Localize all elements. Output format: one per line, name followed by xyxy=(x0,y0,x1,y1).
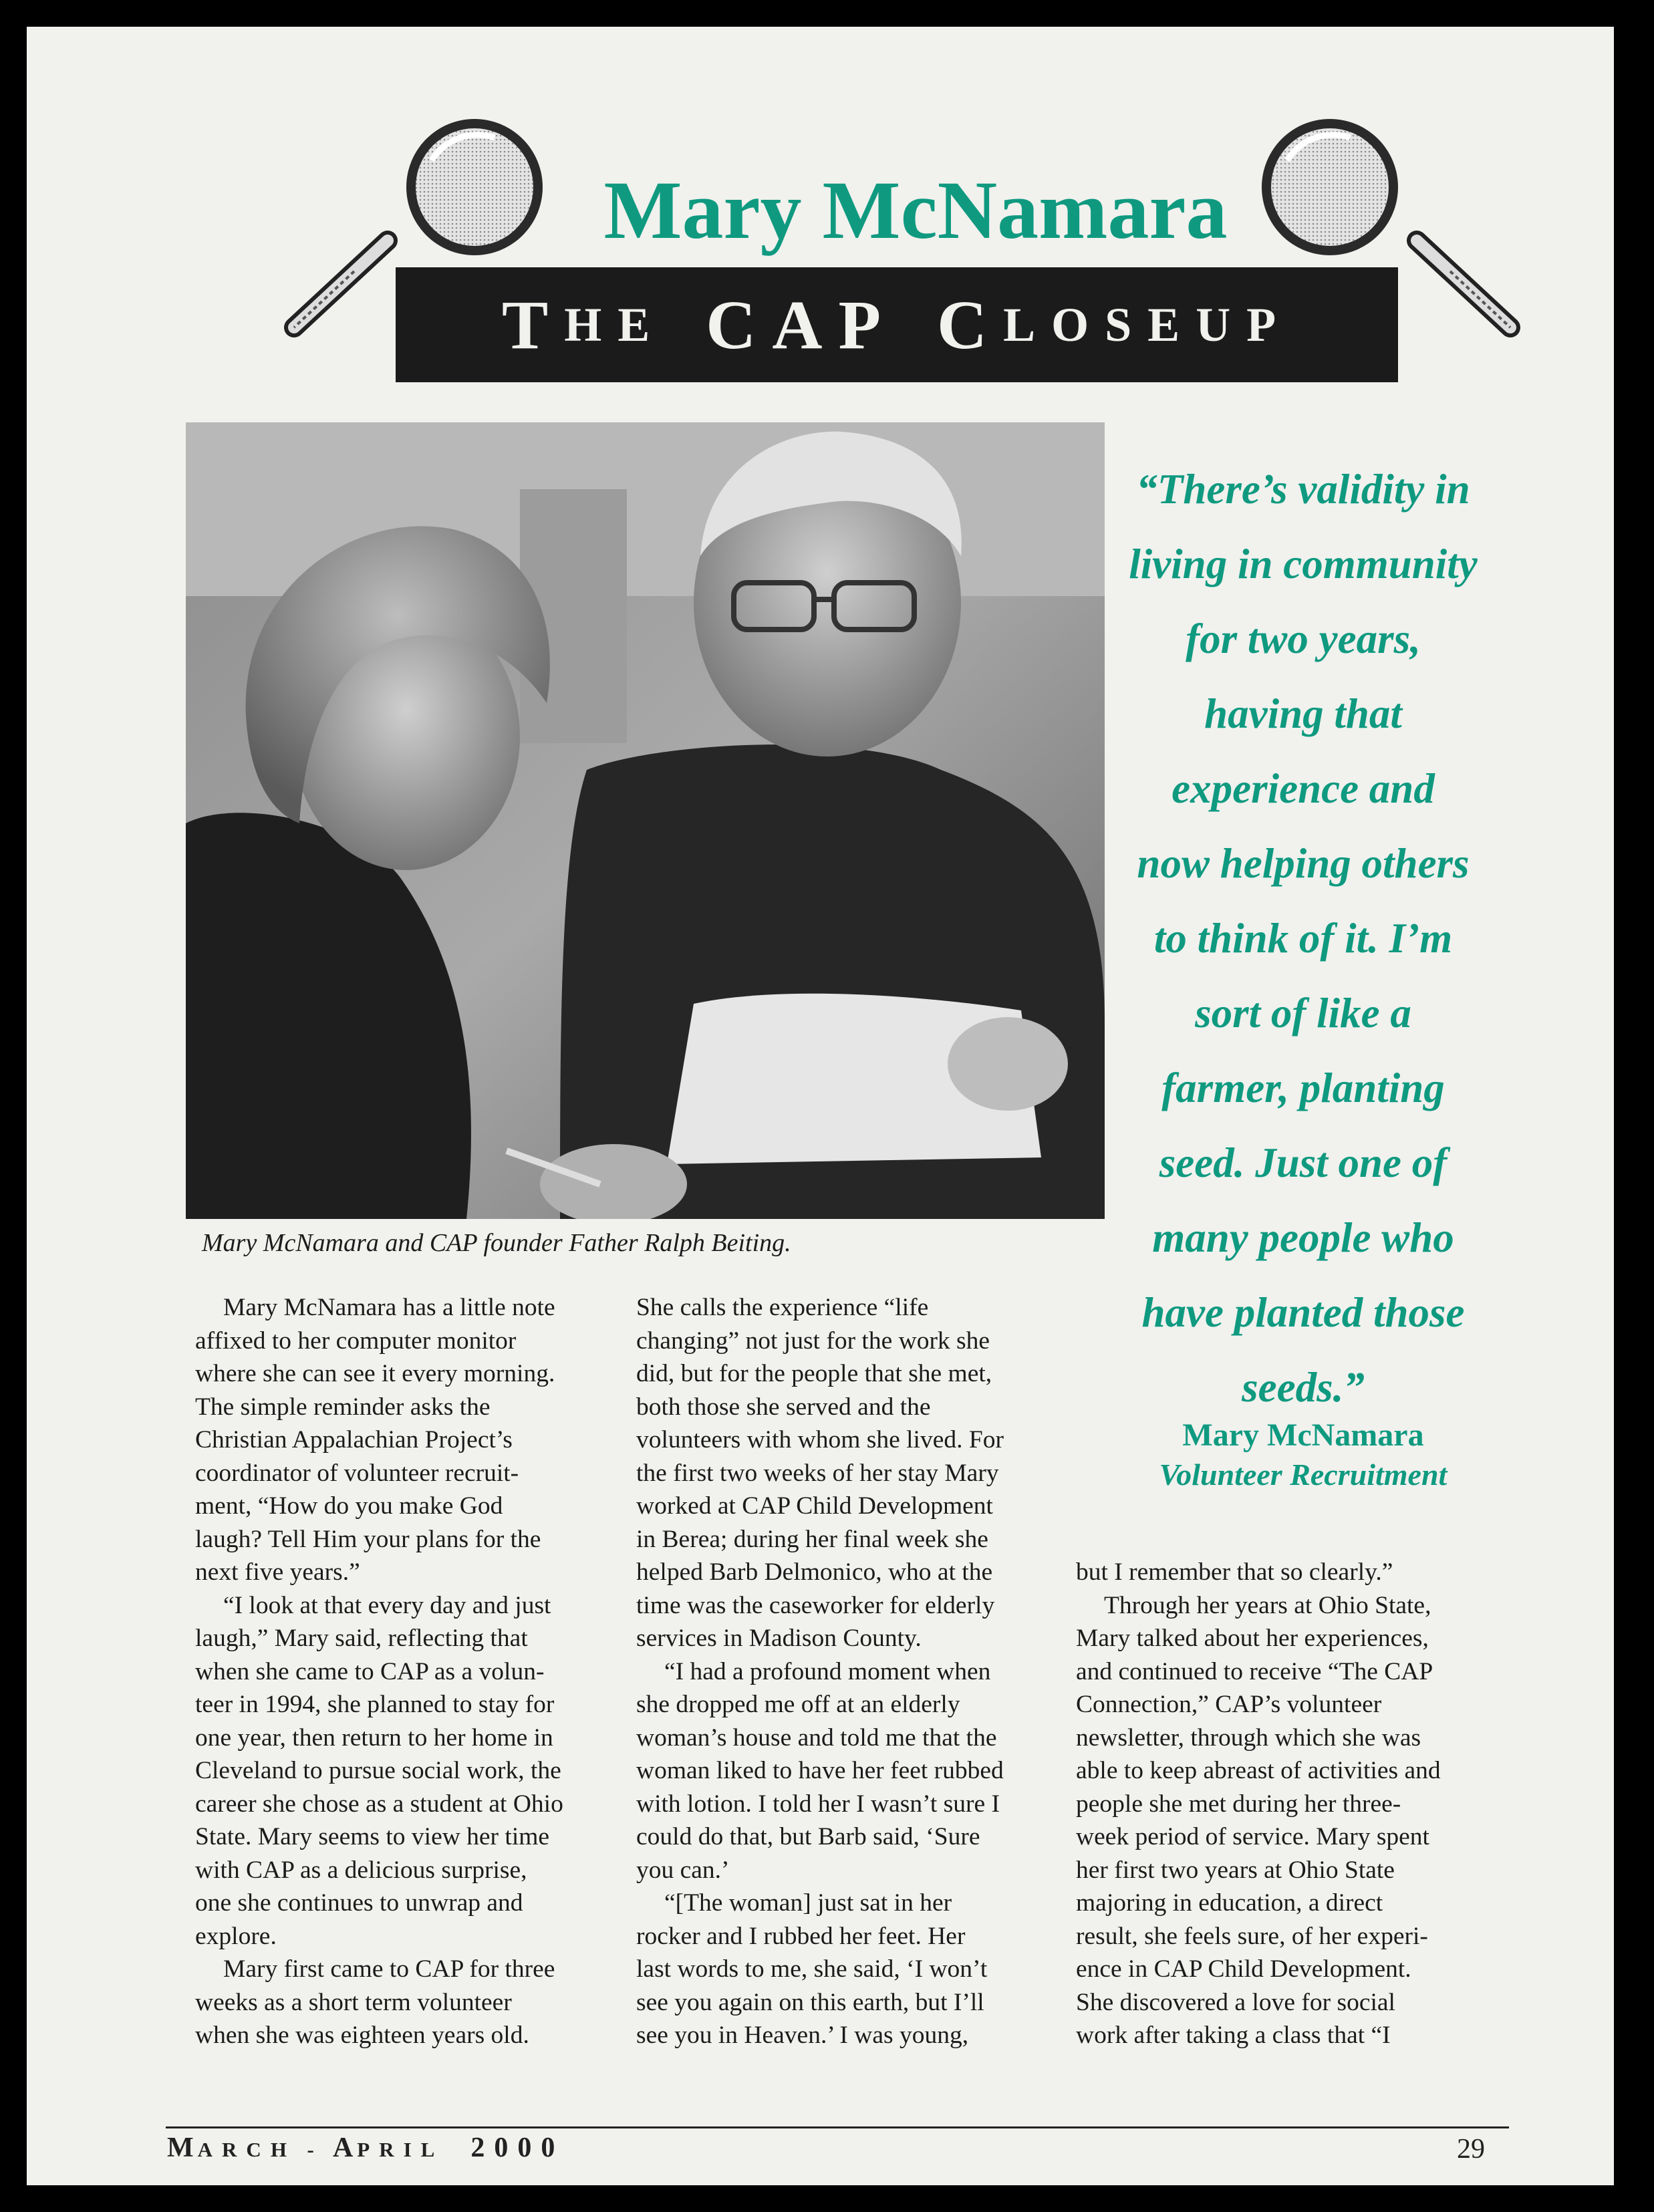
text-line: helped Barb Delmonico, who at the xyxy=(636,1558,993,1586)
quote-line: to think of it. I’m xyxy=(1153,915,1453,962)
text-line: newsletter, through which she was xyxy=(1076,1723,1421,1752)
text-line: see you again on this earth, but I’ll xyxy=(636,1988,984,2016)
quote-line: sort of like a xyxy=(1195,990,1411,1036)
text-line: “I look at that every day and just xyxy=(223,1591,551,1619)
text-line: able to keep abreast of activities and xyxy=(1076,1757,1441,1784)
text-line: people she met during her three- xyxy=(1076,1790,1401,1818)
footer-text: ARCH xyxy=(197,2138,296,2161)
banner-text: LOSEUP xyxy=(1003,297,1292,352)
text-line: next five years.” xyxy=(195,1558,360,1586)
quote-attribution-role: Volunteer Recruitment xyxy=(1159,1458,1448,1492)
text-line: volunteers with whom she lived. For xyxy=(636,1426,1004,1454)
text-line: the first two weeks of her stay Mary xyxy=(636,1459,999,1487)
text-line: with CAP as a delicious surprise, xyxy=(195,1856,527,1884)
quote-line: for two years, xyxy=(1186,615,1421,662)
text-line: ence in CAP Child Development. xyxy=(1076,1955,1411,1983)
text-line: you can.’ xyxy=(636,1856,730,1884)
quote-line: have planted those xyxy=(1141,1289,1465,1336)
text-line: both those she served and the xyxy=(636,1393,931,1421)
text-line: work after taking a class that “I xyxy=(1076,2022,1391,2049)
text-line: see you in Heaven.’ I was young, xyxy=(636,2022,969,2049)
text-line: Mary first came to CAP for three xyxy=(223,1955,555,1983)
pull-quote xyxy=(1103,452,1504,1425)
text-line: rocker and I rubbed her feet. Her xyxy=(636,1922,966,1950)
section-banner xyxy=(396,267,1398,382)
banner-text: HE xyxy=(564,297,666,352)
quote-line: having that xyxy=(1204,690,1402,737)
footer-dash: - xyxy=(307,2138,323,2161)
banner-letter: C xyxy=(936,286,1004,364)
footer-letter: M xyxy=(167,2132,198,2163)
text-line: Connection,” CAP’s volunteer xyxy=(1076,1691,1382,1718)
footer-text: PRIL xyxy=(357,2138,444,2161)
text-line: majoring in education, a direct xyxy=(1076,1889,1383,1917)
text-line: services in Madison County. xyxy=(636,1625,922,1652)
text-line: last words to me, she said, ‘I won’t xyxy=(636,1955,988,1983)
text-line: “I had a profound moment when xyxy=(664,1657,991,1685)
text-line: laugh,” Mary said, reflecting that xyxy=(195,1625,528,1652)
text-line: she dropped me off at an elderly xyxy=(636,1691,960,1718)
banner-letter: T xyxy=(501,286,565,364)
text-line: where she can see it every morning. xyxy=(195,1360,555,1387)
photo-caption: Mary McNamara and CAP founder Father Ralph Beiting. xyxy=(202,1229,791,1257)
article-column-2 xyxy=(636,1291,1064,2052)
article-column-3 xyxy=(1076,1556,1504,2052)
page-number: 29 xyxy=(1457,2134,1485,2165)
text-line: with lotion. I told her I wasn’t sure I xyxy=(636,1790,1000,1818)
page-title: Mary McNamara xyxy=(603,164,1228,256)
text-line: in Berea; during her final week she xyxy=(636,1525,988,1553)
text-line: one year, then return to her home in xyxy=(195,1723,553,1752)
text-line: result, she feels sure, of her experi- xyxy=(1076,1922,1428,1950)
text-line: She discovered a love for social xyxy=(1076,1988,1395,2016)
text-line: changing” not just for the work she xyxy=(636,1327,990,1355)
article-column-1 xyxy=(195,1291,623,2052)
article-photo xyxy=(186,422,1105,1219)
text-line: The simple reminder asks the xyxy=(195,1393,491,1421)
text-line: did, but for the people that she met, xyxy=(636,1360,992,1387)
footer-letter: A xyxy=(332,2132,358,2163)
text-line: Through her years at Ohio State, xyxy=(1104,1591,1431,1619)
text-line: laugh? Tell Him your plans for the xyxy=(195,1525,541,1553)
text-line: Christian Appalachian Project’s xyxy=(195,1426,513,1454)
footer-rule xyxy=(166,2126,1509,2128)
text-line: worked at CAP Child Development xyxy=(636,1492,993,1520)
text-line: She calls the experience “life xyxy=(636,1294,929,1321)
text-line: week period of service. Mary spent xyxy=(1076,1823,1429,1850)
text-line: time was the caseworker for elderly xyxy=(636,1591,995,1619)
text-line: explore. xyxy=(195,1922,277,1950)
text-line: Mary McNamara has a little note xyxy=(223,1294,555,1321)
text-line: career she chose as a student at Ohio xyxy=(195,1790,563,1818)
text-line: Mary talked about her experiences, xyxy=(1076,1625,1429,1652)
text-line: weeks as a short term volunteer xyxy=(195,1988,512,2016)
banner-text: CAP xyxy=(706,286,897,364)
quote-line: seeds.” xyxy=(1242,1364,1365,1411)
quote-line: seed. Just one of xyxy=(1159,1139,1448,1186)
quote-line: living in community xyxy=(1129,541,1478,587)
text-line: coordinator of volunteer recruit- xyxy=(195,1459,519,1487)
text-line: could do that, but Barb said, ‘Sure xyxy=(636,1823,980,1850)
text-line: “[The woman] just sat in her xyxy=(664,1889,952,1917)
text-line: when she came to CAP as a volun- xyxy=(195,1657,545,1685)
quote-line: now helping others xyxy=(1137,840,1470,887)
text-line: Cleveland to pursue social work, the xyxy=(195,1757,561,1784)
text-line: ment, “How do you make God xyxy=(195,1492,503,1520)
text-line: woman’s house and told me that the xyxy=(636,1723,997,1752)
text-line: State. Mary seems to view her time xyxy=(195,1823,550,1850)
quote-line: “There’s validity in xyxy=(1136,466,1470,513)
text-line: her first two years at Ohio State xyxy=(1076,1856,1395,1884)
text-line: woman liked to have her feet rubbed xyxy=(636,1757,1004,1784)
quote-attribution-name: Mary McNamara xyxy=(1182,1417,1424,1453)
quote-line: many people who xyxy=(1152,1214,1454,1261)
text-line: and continued to receive “The CAP xyxy=(1076,1657,1433,1685)
issue-date xyxy=(167,2132,564,2164)
text-line: one she continues to unwrap and xyxy=(195,1889,523,1917)
quote-line: farmer, planting xyxy=(1161,1065,1445,1111)
text-line: teer in 1994, she planned to stay for xyxy=(195,1691,555,1718)
text-line: when she was eighteen years old. xyxy=(195,2022,529,2049)
text-line: affixed to her computer monitor xyxy=(195,1327,517,1355)
footer-year: 2000 xyxy=(470,2132,565,2163)
quote-line: experience and xyxy=(1171,765,1435,812)
text-line: but I remember that so clearly.” xyxy=(1076,1558,1393,1586)
